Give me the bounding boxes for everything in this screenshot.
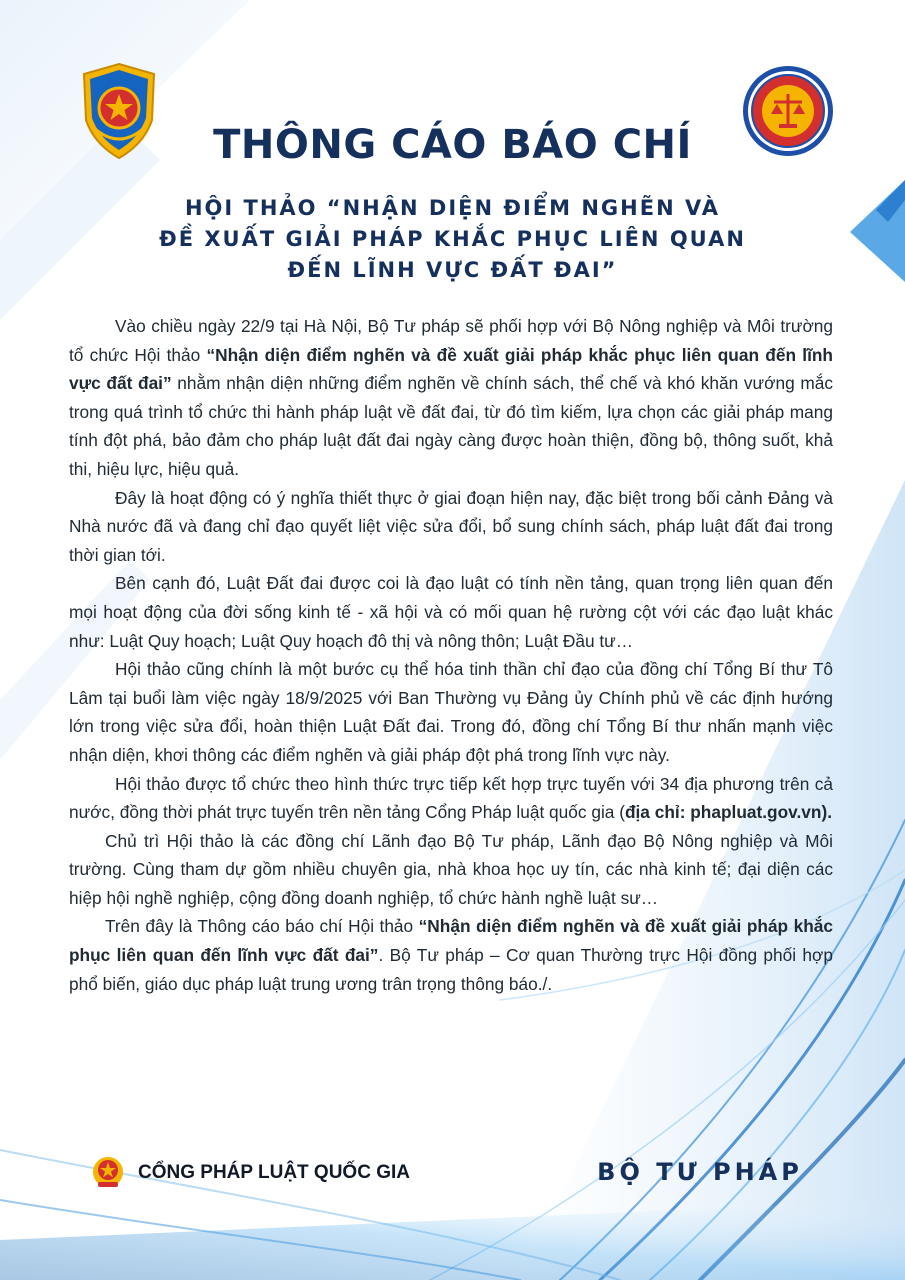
page-title: THÔNG CÁO BÁO CHÍ <box>213 122 692 168</box>
footer-portal-label: CỔNG PHÁP LUẬT QUỐC GIA <box>138 1162 410 1183</box>
event-name-bold: “Nhận diện điểm nghẽn và đề xuất giải pháp khắc phục liên quan đến lĩnh vực đất đai” <box>69 344 833 394</box>
paragraph-land-law: Bên cạnh đó, Luật Đất đai được coi là đạo luật có tính nền tảng, quan trọng liên quan đến mọi hoạt động của đời sống kinh tế - xã hội và có mối quan hệ rường cột với các đạo luật khác như: Luật Quy hoạch; Luật Quy hoạch đô thị và nông thôn; Luật Đầu tư… <box>69 573 833 651</box>
event-name-bold: “Nhận diện điểm nghẽn và đề xuất giải pháp khắc phục liên quan đến lĩnh vực đất đai” <box>69 916 833 966</box>
website-address-bold: địa chỉ: phapluat.gov.vn). <box>624 802 833 823</box>
press-release-body <box>69 312 833 998</box>
paragraph-intro: Vào chiều ngày 22/9 tại Hà Nội, Bộ Tư pháp sẽ phối hợp với Bộ Nông nghiệp và Môi trường tổ chức Hội thảo “Nhận diện điểm nghẽn và đề xuất giải pháp khắc phục liên quan đến lĩnh vực đất đai” nhằm nhận diện những điểm nghẽn về chính sách, thể chế và khó khăn vướng mắc trong quá trình tổ chức thi hành pháp luật về đất đai, từ đó tìm kiếm, lựa chọn các giải pháp mang tính đột phá, bảo đảm cho pháp luật đất đai ngày càng được hoàn thiện, đồng bộ, thông suốt, khả thi, hiệu lực, hiệu quả. <box>69 316 834 479</box>
subtitle-line: ĐẾN LĨNH VỰC ĐẤT ĐAI” <box>287 258 618 282</box>
footer-ministry-label: BỘ TƯ PHÁP <box>597 1158 803 1186</box>
event-subtitle <box>100 193 805 286</box>
paragraph-significance: Đây là hoạt động có ý nghĩa thiết thực ở giai đoạn hiện nay, đặc biệt trong bối cảnh Đảng và Nhà nước đã và đang chỉ đạo quyết liệt việc sửa đổi, bổ sung chính sách, pháp luật đất đai trong thời gian tới. <box>69 487 833 565</box>
subtitle-line: HỘI THẢO “NHẬN DIỆN ĐIỂM NGHẼN VÀ <box>184 196 721 220</box>
footer-portal <box>92 1156 410 1190</box>
national-emblem-icon <box>92 1156 124 1190</box>
paragraph-format: Hội thảo được tổ chức theo hình thức trực tiếp kết hợp trực tuyến với 34 địa phương trên cả nước, đồng thời phát trực tuyến trên nền tảng Cổng Pháp luật quốc gia (địa chỉ: phapluat.gov.vn). <box>69 773 833 823</box>
paragraph-closing: Trên đây là Thông cáo báo chí Hội thảo “Nhận diện điểm nghẽn và đề xuất giải pháp khắc phục liên quan đến lĩnh vực đất đai”. Bộ Tư pháp – Cơ quan Thường trực Hội đồng phối hợp phổ biến, giáo dục pháp luật trung ương trân trọng thông báo./. <box>69 916 833 994</box>
paragraph-direction: Hội thảo cũng chính là một bước cụ thể hóa tinh thần chỉ đạo của đồng chí Tổng Bí thư Tô Lâm tại buổi làm việc ngày 18/9/2025 với Ban Thường vụ Đảng ủy Chính phủ về các định hướng lớn trong việc sửa đổi, hoàn thiện Luật Đất đai. Trong đó, đồng chí Tổng Bí thư nhấn mạnh việc nhận diện, khơi thông các điểm nghẽn và giải pháp đột phá trong lĩnh vực này. <box>69 659 833 765</box>
subtitle-line: ĐỀ XUẤT GIẢI PHÁP KHẮC PHỤC LIÊN QUAN <box>159 227 746 251</box>
paragraph-participants: Chủ trì Hội thảo là các đồng chí Lãnh đạo Bộ Tư pháp, Lãnh đạo Bộ Nông nghiệp và Môi trường. Cùng tham dự gồm nhiều chuyên gia, nhà khoa học uy tín, các nhà kinh tế; đại diện các hiệp hội nghề nghiệp, cộng đồng doanh nghiệp, tổ chức hành nghề luật sư… <box>69 830 833 908</box>
